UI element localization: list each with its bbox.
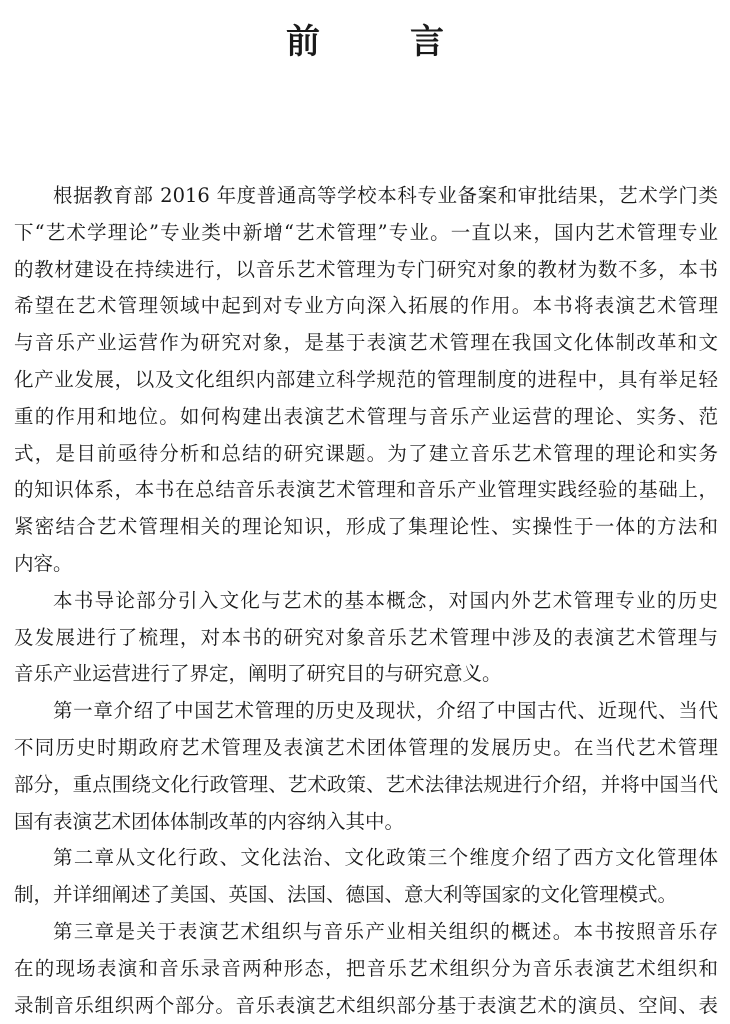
- text-line: 重的作用和地位。如何构建出表演艺术管理与音乐产业运营的理论、实务、范: [14, 404, 718, 428]
- text-line: 第二章从文化行政、文化法治、文化政策三个维度介绍了西方文化管理体: [53, 846, 718, 870]
- text-line: 的知识体系，本书在总结音乐表演艺术管理和音乐产业管理实践经验的基础上，: [14, 478, 718, 502]
- text-line: 下“艺术学理论”专业类中新增“艺术管理”专业。一直以来，国内艺术管理专业: [14, 220, 718, 244]
- text-line: 在的现场表演和音乐录音两种形态，把音乐艺术组织分为音乐表演艺术组织和: [14, 956, 718, 980]
- text-line: 紧密结合艺术管理相关的理论知识，形成了集理论性、实操性于一体的方法和: [14, 515, 718, 539]
- text-line: 制，并详细阐述了美国、英国、法国、德国、意大利等国家的文化管理模式。: [14, 883, 678, 907]
- page-title: 前 言: [286, 22, 472, 62]
- text-line: 第三章是关于表演艺术组织与音乐产业相关组织的概述。本书按照音乐存: [53, 919, 718, 943]
- text-line: 根据教育部 2016 年度普通高等学校本科专业备案和审批结果，艺术学门类: [53, 184, 718, 207]
- text-line: 部分，重点围绕文化行政管理、艺术政策、艺术法律法规进行介绍，并将中国当代: [14, 772, 718, 796]
- text-line: 内容。: [14, 551, 73, 575]
- paragraph: [14, 840, 718, 914]
- text-line: 式，是目前亟待分析和总结的研究课题。为了建立音乐艺术管理的理论和实务: [14, 441, 718, 465]
- text-line: 本书导论部分引入文化与艺术的基本概念，对国内外艺术管理专业的历史: [53, 588, 718, 612]
- paragraph: [14, 693, 718, 840]
- text-line: 录制音乐组织两个部分。音乐表演艺术组织部分基于表演艺术的演员、空间、表: [14, 993, 718, 1017]
- text-line: 希望在艺术管理领域中起到对专业方向深入拓展的作用。本书将表演艺术管理: [14, 294, 718, 318]
- text-line: 国有表演艺术团体体制改革的内容纳入其中。: [14, 809, 405, 833]
- paragraph: [14, 178, 718, 583]
- preface-body: [14, 178, 718, 1024]
- text-line: 的教材建设在持续进行，以音乐艺术管理为专门研究对象的教材为数不多，本书: [14, 257, 718, 281]
- text-line: 不同历史时期政府艺术管理及表演艺术团体管理的发展历史。在当代艺术管理: [14, 735, 718, 759]
- text-line: 音乐产业运营进行了界定，阐明了研究目的与研究意义。: [14, 662, 502, 686]
- text-line: 与音乐产业运营作为研究对象，是基于表演艺术管理在我国文化体制改革和文: [14, 331, 718, 355]
- paragraph: [14, 914, 718, 1024]
- text-line: 及发展进行了梳理，对本书的研究对象音乐艺术管理中涉及的表演艺术管理与: [14, 625, 718, 649]
- paragraph: [14, 583, 718, 693]
- text-line: 化产业发展，以及文化组织内部建立科学规范的管理制度的进程中，具有举足轻: [14, 367, 718, 391]
- text-line: 第一章介绍了中国艺术管理的历史及现状，介绍了中国古代、近现代、当代: [53, 699, 718, 723]
